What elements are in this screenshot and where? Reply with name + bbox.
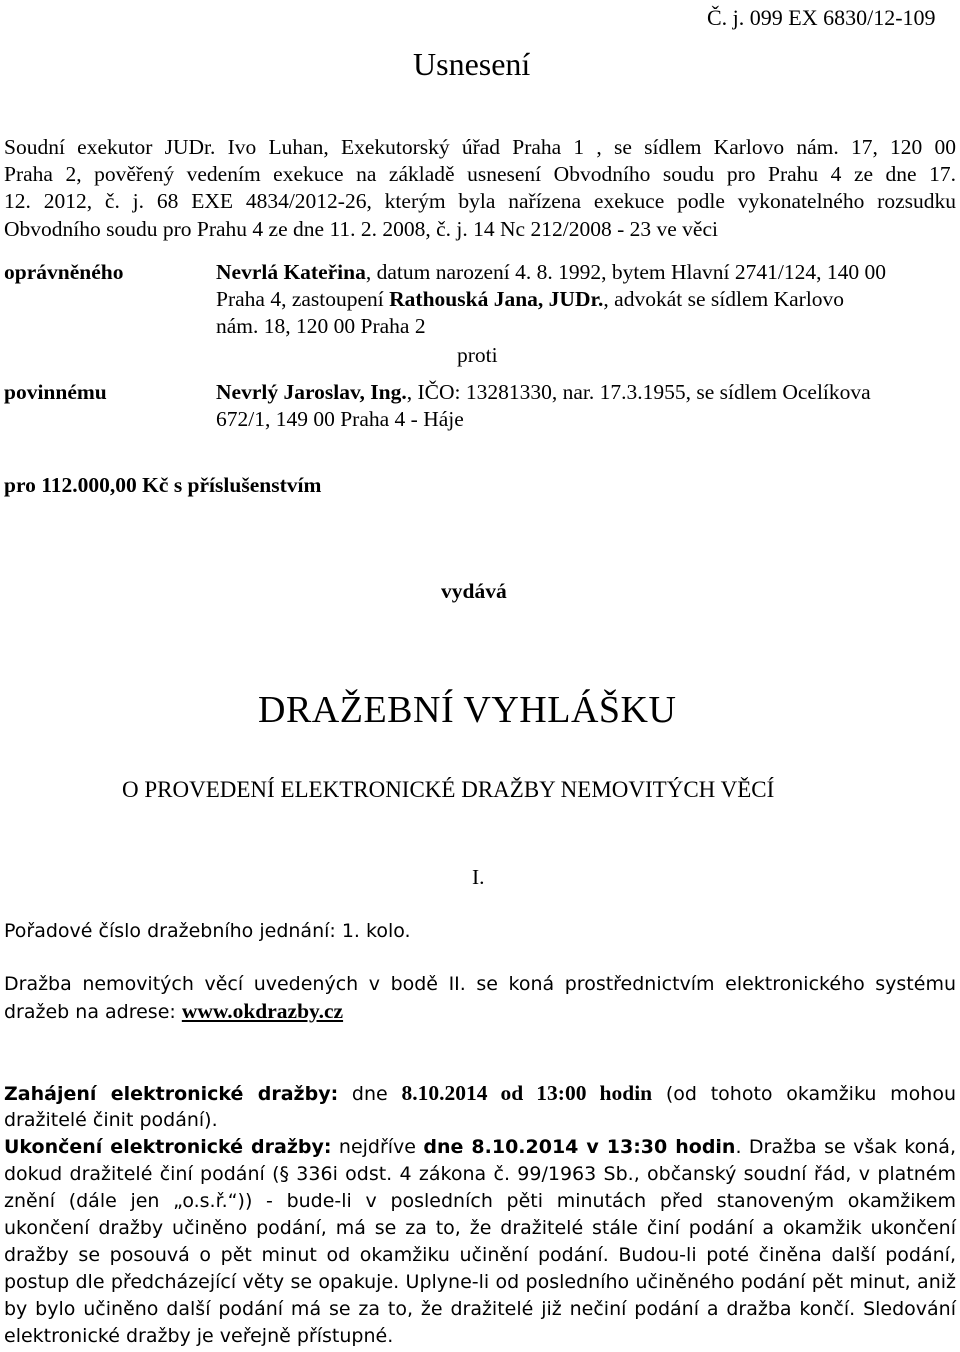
main-title: DRAŽEBNÍ VYHLÁŠKU [258,689,677,731]
creditor-line-3: nám. 18, 120 00 Praha 2 [216,314,426,338]
claim-amount: pro 112.000,00 Kč s příslušenstvím [4,473,322,497]
debtor-line-1 [216,379,871,406]
start-line-2: dražitelé činit podání). [4,1109,218,1131]
case-number: Č. j. 099 EX 6830/12-109 [707,5,936,30]
auction-system-line-1: Dražba nemovitých věcí uvedených v bodě II. se koná prostřednictvím elektronického systému [4,973,956,995]
auction-system-line-2 [4,998,343,1026]
document-title: Usnesení [413,46,531,82]
against-label: proti [457,343,498,367]
creditor-label: oprávněného [4,260,124,284]
section-number: I. [472,865,485,889]
end-text-1: nejdříve [331,1136,424,1158]
end-text-2: . Dražba se však koná, [735,1136,956,1158]
creditor-name: Nevrlá Kateřina [216,260,366,284]
start-line-1 [4,1080,956,1108]
debtor-details: , IČO: 13281330, nar. 17.3.1955, se sídlem Ocelíkova [406,380,871,404]
end-line-7: by bylo učiněno další podání má se za to, že dražitelé již nečiní podání a dražba končí. Sledování [4,1298,956,1320]
intro-line-4: Obvodního soudu pro Prahu 4 ze dne 11. 2. 2008, č. j. 14 Nc 212/2008 - 23 ve věci [4,217,718,241]
end-line-4: ukončení dražby učiněno podání, má se za to, že dražitelé stále činí podání a okamžik ukončení [4,1217,956,1239]
auction-website-link[interactable]: www.okdrazby.cz [181,999,344,1023]
end-line-5: dražby se posouvá o pět minut od okamžiku učinění podání. Budou-li poté činěna další podání, [4,1244,956,1266]
start-label: Zahájení elektronické dražby: [4,1083,339,1105]
auction-system-prefix: dražeb na adrese: [4,1001,182,1023]
end-line-1 [4,1134,956,1161]
end-line-3: znění (dále jen „o.s.ř.“)) - bude-li v posledních pěti minutách před stanoveným okamžikem [4,1190,956,1212]
creditor-line-1 [216,259,886,286]
start-text-2: (od tohoto okamžiku mohou [652,1083,956,1105]
end-line-8: elektronické dražby je veřejně přístupné. [4,1325,394,1347]
end-line-6: postup dle předcházející věty se opakuje. Uplyne-li od posledního učiněného podání pět minut, aniž [4,1271,956,1293]
order-number: Pořadové číslo dražebního jednání: 1. kolo. [4,920,411,942]
debtor-line-2: 672/1, 149 00 Praha 4 - Háje [216,407,464,431]
start-text-1: dne [338,1083,402,1105]
debtor-name: Nevrlý Jaroslav, Ing. [216,380,407,404]
end-label: Ukončení elektronické dražby: [4,1136,332,1158]
end-line-2: dokud dražitelé činí podání (§ 336i odst. 4 zákona č. 99/1963 Sb., občanský soudní řád, v platném [4,1163,956,1185]
intro-line-1: Soudní exekutor JUDr. Ivo Luhan, Exekutorský úřad Praha 1 , se sídlem Karlovo nám. 17, 120 00 [4,135,956,159]
intro-line-3: 12. 2012, č. j. 68 EXE 4834/2012-26, kterým byla nařízena exekuce podle vykonatelného rozsudku [4,189,956,213]
intro-line-2: Praha 2, pověřený vedením exekuce na základě usnesení Obvodního soudu pro Prahu 4 ze dne 17. [4,162,956,186]
creditor-line-2 [216,286,844,313]
debtor-label: povinnému [4,380,107,404]
creditor-line-2-prefix: Praha 4, zastoupení [216,287,390,311]
end-datetime: dne 8.10.2014 v 13:30 hodin [423,1136,736,1158]
creditor-line-2-suffix: , advokát se sídlem Karlovo [603,287,845,311]
subtitle: O PROVEDENÍ ELEKTRONICKÉ DRAŽBY NEMOVITÝCH VĚCÍ [122,777,775,802]
issues-label: vydává [441,579,507,603]
creditor-representative: Rathouská Jana, JUDr. [389,287,604,311]
creditor-details: , datum narození 4. 8. 1992, bytem Hlavní 2741/124, 140 00 [365,260,886,284]
start-datetime: 8.10.2014 od 13:00 hodin [401,1081,653,1105]
